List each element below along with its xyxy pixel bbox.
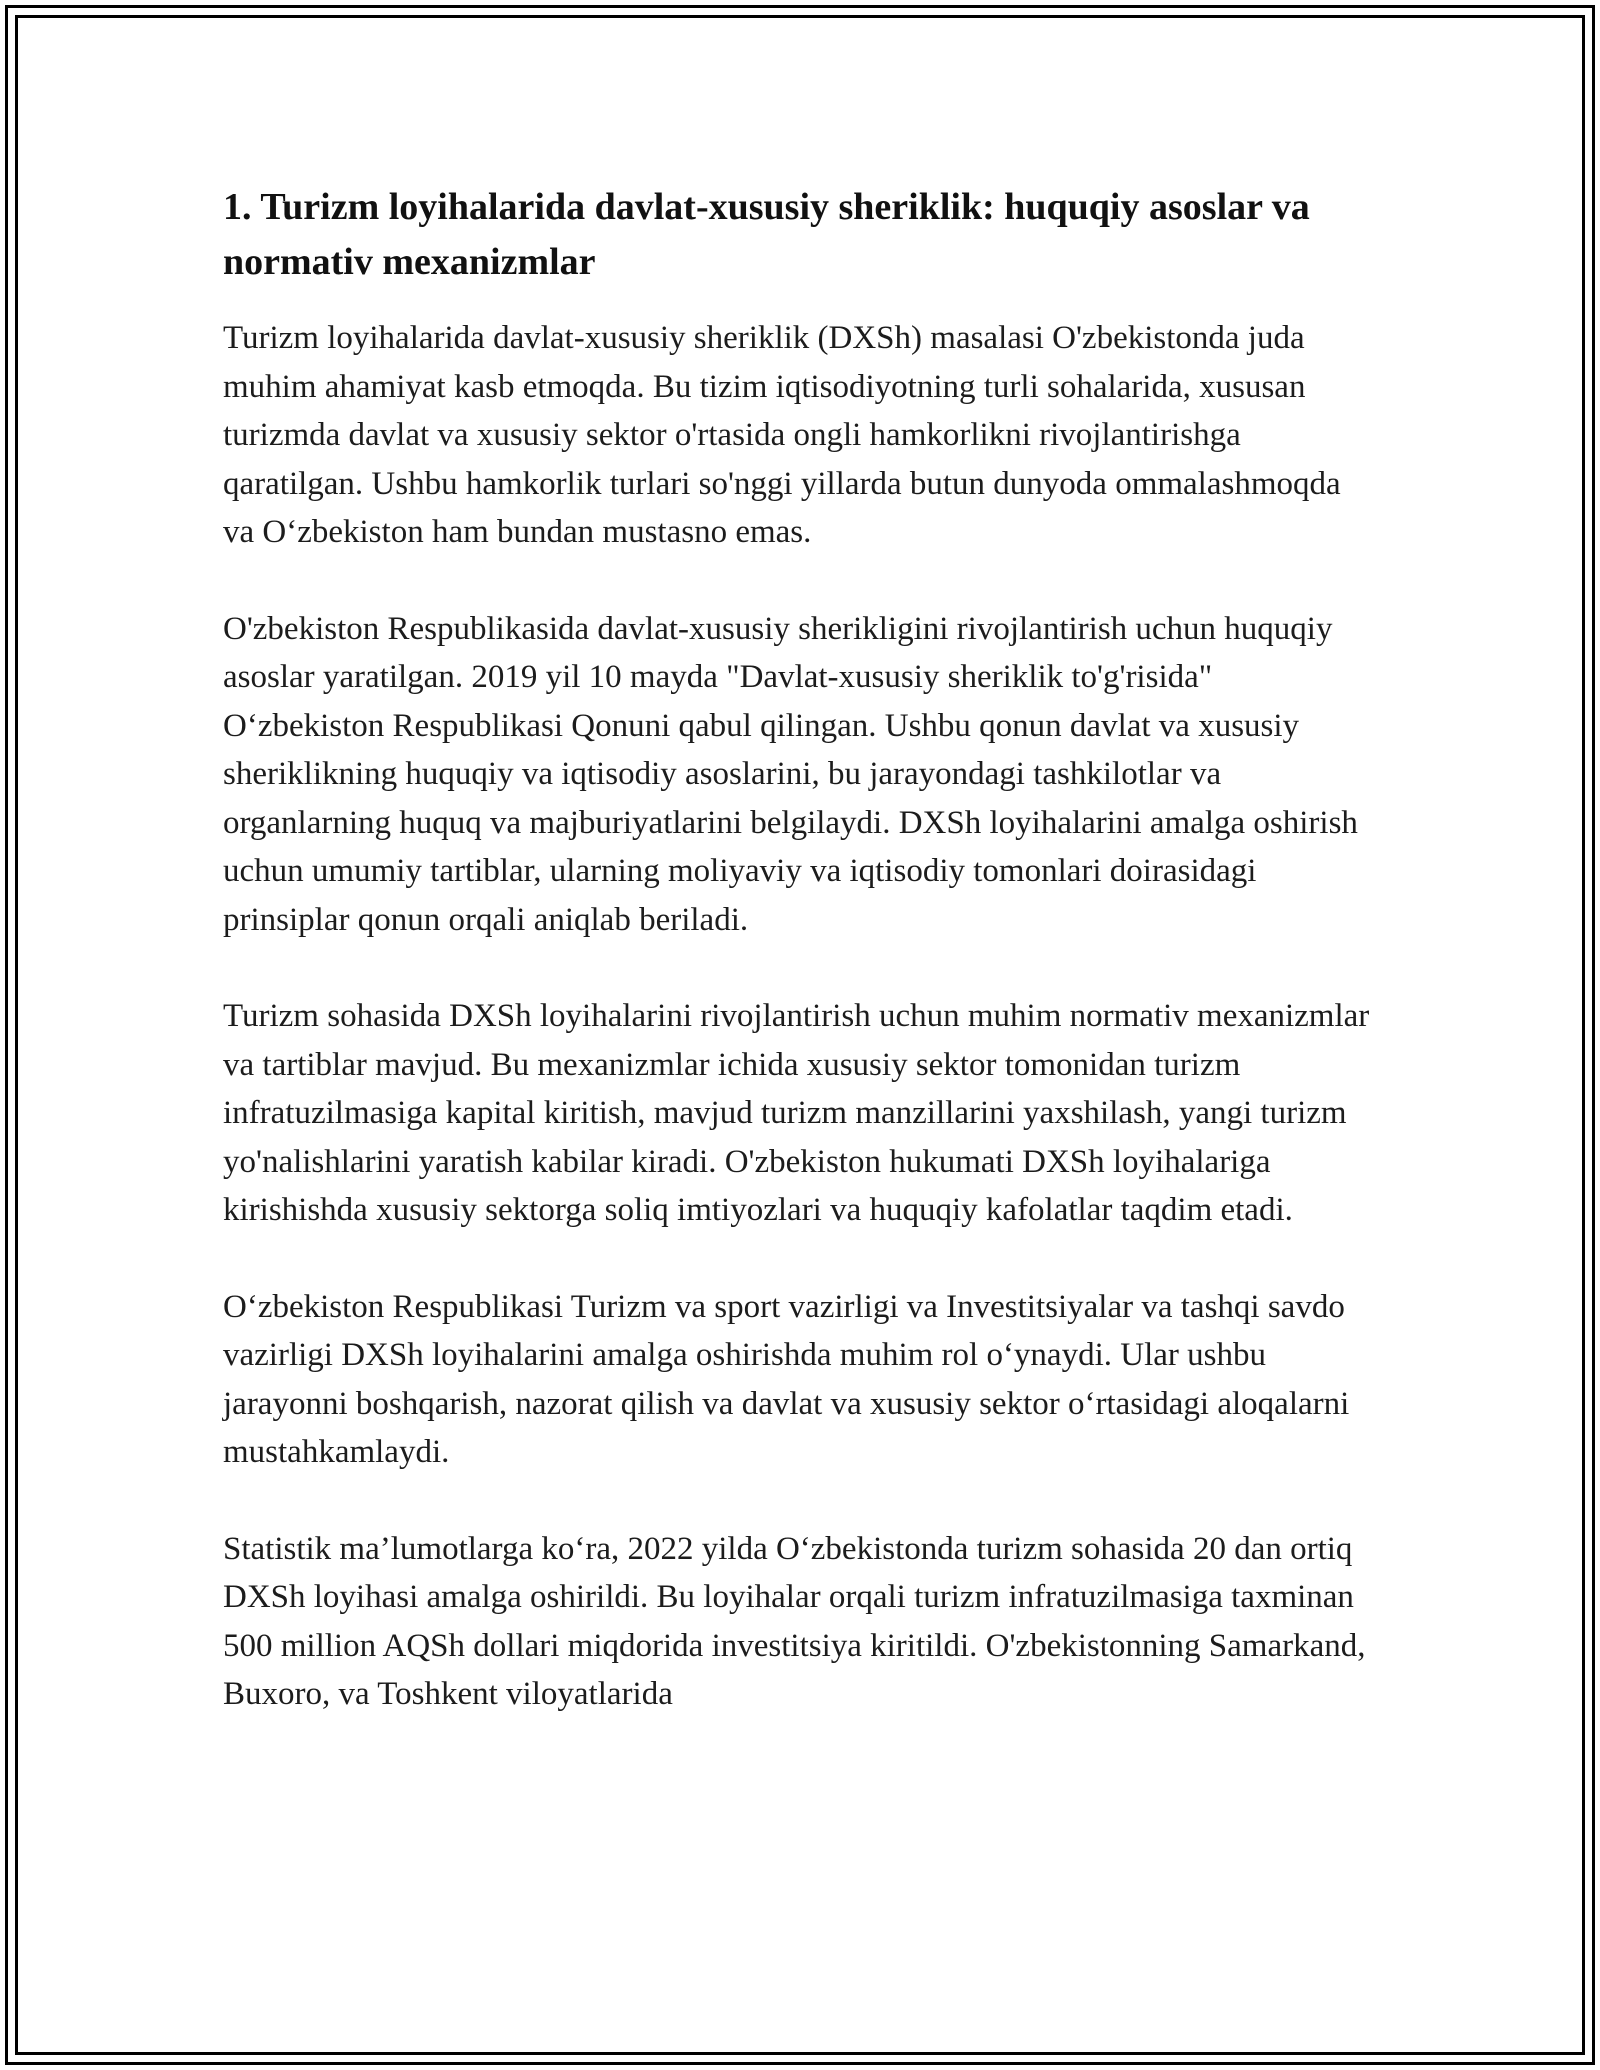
paragraph-1: Turizm loyihalarida davlat-xususiy sheriklik (DXSh) masalasi O'zbekistonda juda muhim ahamiyat kasb etmoqda. Bu tizim iqtisodiyotning turli sohalarida, xususan turizmda davlat va xususiy sektor o'rtasida ongli hamkorlikni rivojlantirishga qaratilgan. Ushbu hamkorlik turlari so'nggi yillarda butun dunyoda ommalashmoqda va O‘zbekiston ham bundan mustasno emas. xyxy=(223,320,1341,550)
paragraph-2: O'zbekiston Respublikasida davlat-xususiy sherikligini rivojlantirish uchun huquqiy asoslar yaratilgan. 2019 yil 10 mayda "Davlat-xususiy sheriklik to'g'risida" O‘zbekiston Respublikasi Qonuni qabul qilingan. Ushbu qonun davlat va xususiy sheriklikning huquqiy va iqtisodiy asoslarini, bu jarayondagi tashkilotlar va organlarning huquq va majburiyatlarini belgilaydi. DXSh loyihalarini amalga oshirish uchun umumiy tartiblar, ularning moliyaviy va iqtisodiy tomonlari doirasidagi prinsiplar qonun orqali aniqlab beriladi. xyxy=(223,610,1358,938)
document-body xyxy=(223,180,1373,1719)
paragraph-4: O‘zbekiston Respublikasi Turizm va sport vazirligi va Investitsiyalar va tashqi savdo vazirligi DXSh loyihalarini amalga oshirishda muhim rol o‘ynaydi. Ular ushbu jarayonni boshqarish, nazorat qilish va davlat va xususiy sektor o‘rtasidagi aloqalarni mustahkamlaydi. xyxy=(223,1288,1350,1470)
section-heading: 1. Turizm loyihalarida davlat-xususiy sheriklik: huquqiy asoslar va normativ mexanizmlar xyxy=(223,186,1310,283)
paragraph-3: Turizm sohasida DXSh loyihalarini rivojlantirish uchun muhim normativ mexanizmlar va tartiblar mavjud. Bu mexanizmlar ichida xususiy sektor tomonidan turizm infratuzilmasiga kapital kiritish, mavjud turizm manzillarini yaxshilash, yangi turizm yo'nalishlarini yaratish kabilar kiradi. O'zbekiston hukumati DXSh loyihalariga kirishishda xususiy sektorga soliq imtiyozlari va huquqiy kafolatlar taqdim etadi. xyxy=(223,998,1370,1228)
paragraph-5: Statistik ma’lumotlarga ko‘ra, 2022 yilda O‘zbekistonda turizm sohasida 20 dan ortiq DXSh loyihasi amalga oshirildi. Bu loyihalar orqali turizm infratuzilmasiga taxminan 500 million AQSh dollari miqdorida investitsiya kiritildi. O'zbekistonning Samarkand, Buxoro, va Toshkent viloyatlarida xyxy=(223,1530,1366,1712)
